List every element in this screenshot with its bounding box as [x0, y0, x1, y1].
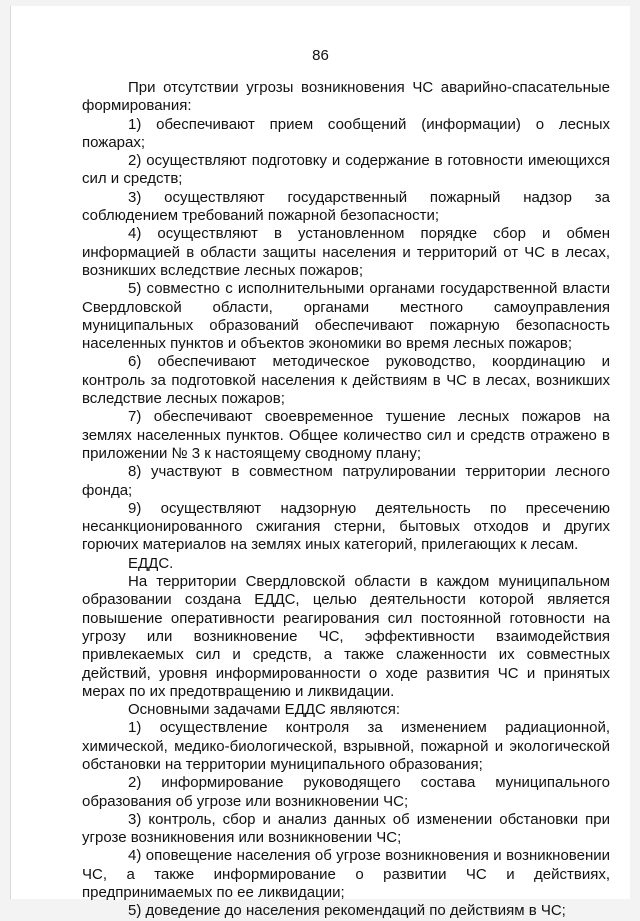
task-item-5: 5) доведение до населения рекомендаций по действиям в ЧС;: [128, 902, 566, 920]
paragraph-tasks-intro: Основными задачами ЕДДС являются:: [128, 701, 401, 719]
list-item-6: 6) обеспечивают методическое руководство, координацию и контроль за подготовкой населения к действиям в ЧС в лесах, возникших вследствие лесных пожаров;: [82, 353, 610, 408]
section-heading-edds: ЕДДС.: [128, 554, 174, 572]
list-item-3: 3) осуществляют государственный пожарный надзор за соблюдением требований пожарной безопасности;: [82, 188, 610, 225]
list-item-8: 8) участвуют в совместном патрулировании территории лесного фонда;: [82, 463, 610, 499]
page-number: 86: [312, 47, 329, 64]
paragraph-intro: При отсутствии угрозы возникновения ЧС аварийно-спасательные формирования:: [82, 79, 610, 115]
list-item-5: 5) совместно с исполнительными органами государственной власти Свердловской области, органами местного самоуправления муниципальных образований обеспечивают пожарную безопасность населенных пунктов и объектов экономики во время лесных пожаров;: [82, 280, 610, 353]
document-body: [82, 79, 610, 921]
list-item-7: 7) обеспечивают своевременное тушение лесных пожаров на землях населенных пунктов. Общее количество сил и средств отражено в приложении № 3 к настоящему сводному плану;: [82, 408, 610, 462]
task-item-2: 2) информирование руководящего состава муниципального образования об угрозе или возникновении ЧС;: [82, 774, 610, 810]
paragraph-edds-description: На территории Свердловской области в каждом муниципальном образовании создана ЕДДС, целью деятельности которой является повышение оперативности реагирования сил постоянной готовности на угрозу или возникновение ЧС, эффективности взаимодействия привлекаемых сил и средств, а также слаженности их совместных действий, уровня информированности о ходе развития ЧС и принятых мерах по их предотвращению и ликвидации.: [82, 573, 610, 700]
list-item-2: 2) осуществляют подготовку и содержание в готовности имеющихся сил и средств;: [82, 152, 610, 188]
list-item-1: 1) обеспечивают прием сообщений (информации) о лесных пожарах;: [82, 115, 610, 151]
list-item-9: 9) осуществляют надзорную деятельность по пресечению несанкционированного сжигания стерни, бытовых отходов и других горючих материалов на землях иных категорий, прилегающих к лесам.: [82, 499, 610, 554]
task-item-4: 4) оповещение населения об угрозе возникновения и возникновении ЧС, а также информирование о развитии ЧС и действиях, предпринимаемых по ее ликвидации;: [82, 847, 610, 902]
task-item-1: 1) осуществление контроля за изменением радиационной, химической, медико-биологической, взрывной, пожарной и экологической обстановки на территории муниципального образования;: [82, 719, 610, 773]
document-page: [10, 6, 630, 920]
task-item-3: 3) контроль, сбор и анализ данных об изменении обстановки при угрозе возникновения или возникновении ЧС;: [82, 810, 610, 847]
list-item-4: 4) осуществляют в установленном порядке сбор и обмен информацией в области защиты населения и территорий от ЧС в лесах, возникших вследствие лесных пожаров;: [82, 225, 610, 279]
